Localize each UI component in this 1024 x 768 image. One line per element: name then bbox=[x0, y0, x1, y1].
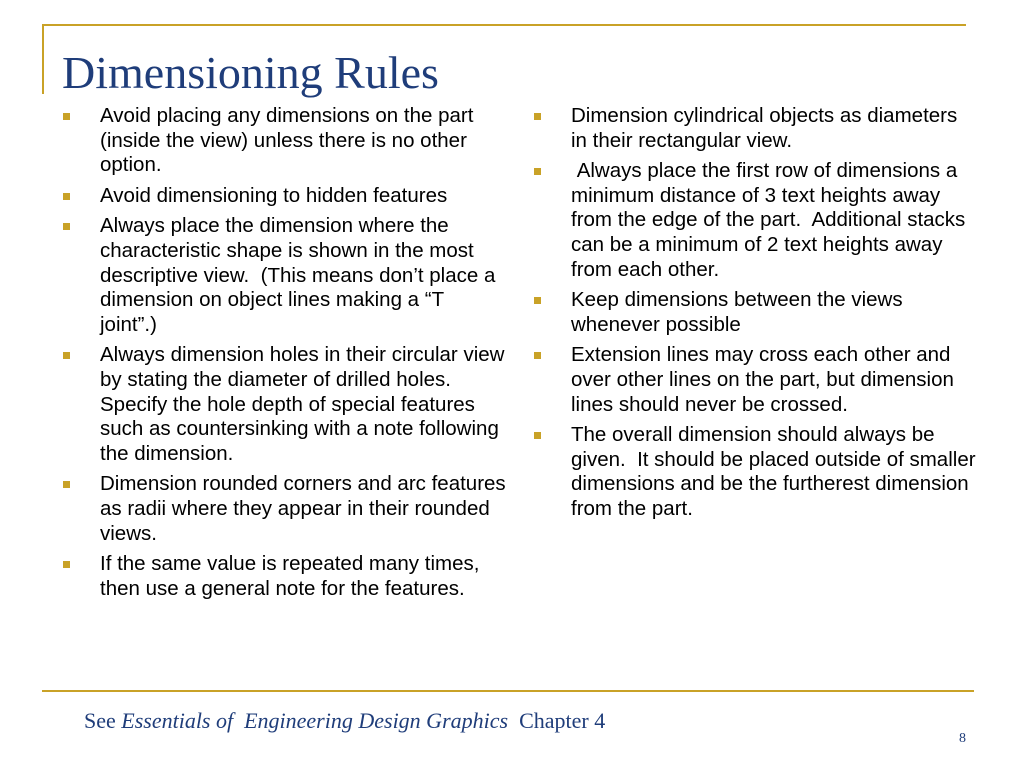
list-item bbox=[527, 104, 977, 153]
bullet-text: Avoid placing any dimensions on the part (inside the view) unless there is no other option. bbox=[100, 104, 480, 177]
bullet-text: Avoid dimensioning to hidden features bbox=[100, 183, 448, 207]
bullet-text: Always place the first row of dimensions a minimum distance of 3 text heights away from the edge of the part. Additional stacks can be a minimum of 2 text heights away from each other. bbox=[571, 159, 971, 281]
square-bullet-icon bbox=[63, 561, 70, 568]
list-item bbox=[527, 343, 977, 417]
bullet-text: Dimension cylindrical objects as diameters in their rectangular view. bbox=[571, 104, 963, 152]
bottom-rule bbox=[42, 690, 974, 692]
square-bullet-icon bbox=[63, 352, 70, 359]
square-bullet-icon bbox=[534, 297, 541, 304]
right-bullet-list bbox=[527, 104, 982, 528]
square-bullet-icon bbox=[534, 168, 541, 175]
list-item bbox=[56, 184, 506, 209]
footer-book-title: Essentials of Engineering Design Graphics bbox=[121, 708, 509, 733]
square-bullet-icon bbox=[63, 113, 70, 120]
bullet-text: Extension lines may cross each other and over other lines on the part, but dimension lines should never be crossed. bbox=[571, 343, 960, 416]
slide-title: Dimensioning Rules bbox=[62, 47, 439, 98]
top-rule bbox=[42, 24, 966, 26]
bullet-text: Always place the dimension where the characteristic shape is shown in the most descriptive view. (This means don’t place a dimension on object lines making a “T joint”.) bbox=[100, 214, 502, 336]
left-bullet-list bbox=[56, 104, 512, 607]
list-item bbox=[527, 423, 982, 521]
list-item bbox=[527, 159, 977, 282]
square-bullet-icon bbox=[63, 223, 70, 230]
footer-reference bbox=[84, 707, 605, 735]
bullet-text: The overall dimension should always be given. It should be placed outside of smaller dimensions and be the furtherest dimension from the part. bbox=[571, 423, 982, 520]
list-item bbox=[56, 214, 506, 337]
bullet-text: Dimension rounded corners and arc features as radii where they appear in their rounded views. bbox=[100, 472, 512, 545]
list-item bbox=[56, 472, 512, 546]
list-item bbox=[527, 288, 977, 337]
bullet-text: Keep dimensions between the views whenever possible bbox=[571, 288, 909, 336]
bullet-text: Always dimension holes in their circular view by stating the diameter of drilled holes. Specify the hole depth of special features such as countersinking with a note following the dimension. bbox=[100, 343, 511, 465]
page-number: 8 bbox=[959, 731, 966, 746]
list-item bbox=[56, 343, 511, 466]
bullet-text: If the same value is repeated many times, then use a general note for the features. bbox=[100, 552, 486, 600]
list-item bbox=[56, 104, 506, 178]
square-bullet-icon bbox=[534, 432, 541, 439]
square-bullet-icon bbox=[63, 481, 70, 488]
square-bullet-icon bbox=[534, 352, 541, 359]
square-bullet-icon bbox=[63, 193, 70, 200]
list-item bbox=[56, 552, 506, 601]
footer-suffix: Chapter 4 bbox=[508, 708, 606, 733]
footer-prefix: See bbox=[84, 708, 122, 733]
square-bullet-icon bbox=[534, 113, 541, 120]
left-rule bbox=[42, 24, 44, 94]
